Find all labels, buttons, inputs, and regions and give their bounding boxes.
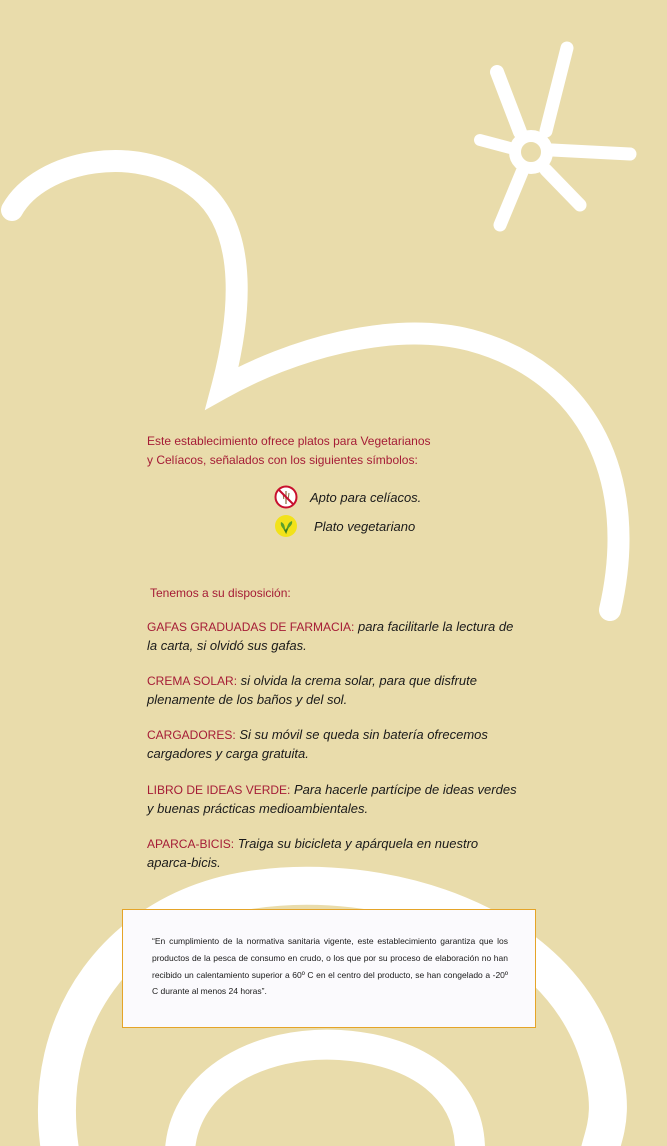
service-desc: Para hacerle partícipe de ideas verdes y buenas prácticas medioambientales.: [147, 782, 517, 816]
legend-item-vegetarian: [274, 513, 415, 539]
vegetarian-icon: [274, 514, 298, 538]
intro-line-1: Este establecimiento ofrece platos para Vegetarianos: [147, 434, 431, 448]
service-name: APARCA-BICIS:: [147, 837, 235, 851]
legend-label-vegetarian: Plato vegetariano: [314, 518, 416, 534]
legend-label-gluten-free: Apto para celíacos.: [310, 489, 422, 505]
service-item-glasses: [147, 618, 517, 655]
intro-text: [147, 432, 467, 470]
service-item-green-ideas-book: [147, 781, 517, 818]
swirl-stroke: [12, 161, 619, 610]
service-name: GAFAS GRADUADAS DE FARMACIA:: [147, 620, 355, 634]
sanitary-notice-text: “En cumplimiento de la normativa sanitaria vigente, este establecimiento garantiza que los productos de la pesca de consumo en crudo, o los que por su proceso de elaboración no han recibido un calentamiento superior a 60º C en el centro del producto, se han congelado a -20º C durante al menos 24 horas”.: [152, 936, 508, 997]
service-desc: si olvida la crema solar, para que disfrute plenamente de los baños y del sol.: [147, 673, 477, 707]
services-title: Tenemos a su disposición:: [150, 586, 291, 600]
service-name: LIBRO DE IDEAS VERDE:: [147, 783, 291, 797]
service-name: CREMA SOLAR:: [147, 674, 238, 688]
service-desc: Si su móvil se queda sin batería ofrecemos cargadores y carga gratuita.: [147, 727, 488, 761]
sanitary-notice-box: [122, 909, 536, 1028]
service-item-bike-parking: [147, 835, 517, 872]
legend-item-gluten-free: [274, 484, 421, 510]
service-desc: para facilitarle la lectura de la carta, si olvidó sus gafas.: [147, 619, 514, 653]
intro-line-2: y Celíacos, señalados con los siguientes símbolos:: [147, 453, 418, 467]
gluten-free-icon: [274, 485, 298, 509]
service-desc: Traiga su bicicleta y apárquela en nuestro aparca-bicis.: [147, 836, 479, 870]
service-name: CARGADORES:: [147, 728, 236, 742]
service-item-sunscreen: [147, 672, 517, 709]
service-item-chargers: [147, 726, 517, 763]
sun-decoration: [480, 48, 630, 225]
